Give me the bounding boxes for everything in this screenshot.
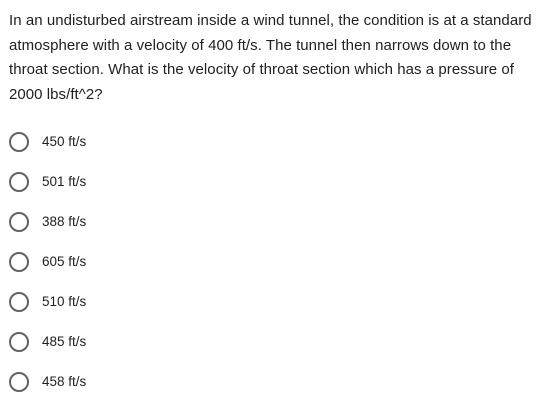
answer-options <box>0 122 546 402</box>
answer-option[interactable] <box>0 282 546 322</box>
radio-button-icon[interactable] <box>9 212 29 232</box>
answer-option-label: 450 ft/s <box>42 134 87 149</box>
radio-button-icon[interactable] <box>9 372 29 392</box>
answer-option-label: 501 ft/s <box>42 174 87 189</box>
answer-option[interactable] <box>0 122 546 162</box>
answer-option-label: 458 ft/s <box>42 374 87 389</box>
question-text: In an undisturbed airstream inside a wind tunnel, the condition is at a standard atmosphere with a velocity of 400 ft/s. The tunnel then narrows down to the throat section. What is the velocity of throat section which has a pressure of 2000 lbs/ft^2? <box>9 12 532 103</box>
answer-option[interactable] <box>0 242 546 282</box>
radio-button-icon[interactable] <box>9 132 29 152</box>
answer-option[interactable] <box>0 202 546 242</box>
answer-option[interactable] <box>0 322 546 362</box>
radio-button-icon[interactable] <box>9 332 29 352</box>
answer-option-label: 388 ft/s <box>42 214 87 229</box>
answer-option[interactable] <box>0 362 546 402</box>
answer-option-label: 605 ft/s <box>42 254 87 269</box>
radio-button-icon[interactable] <box>9 252 29 272</box>
answer-option-label: 510 ft/s <box>42 294 87 309</box>
radio-button-icon[interactable] <box>9 172 29 192</box>
answer-option-label: 485 ft/s <box>42 334 87 349</box>
answer-option[interactable] <box>0 162 546 202</box>
radio-button-icon[interactable] <box>9 292 29 312</box>
